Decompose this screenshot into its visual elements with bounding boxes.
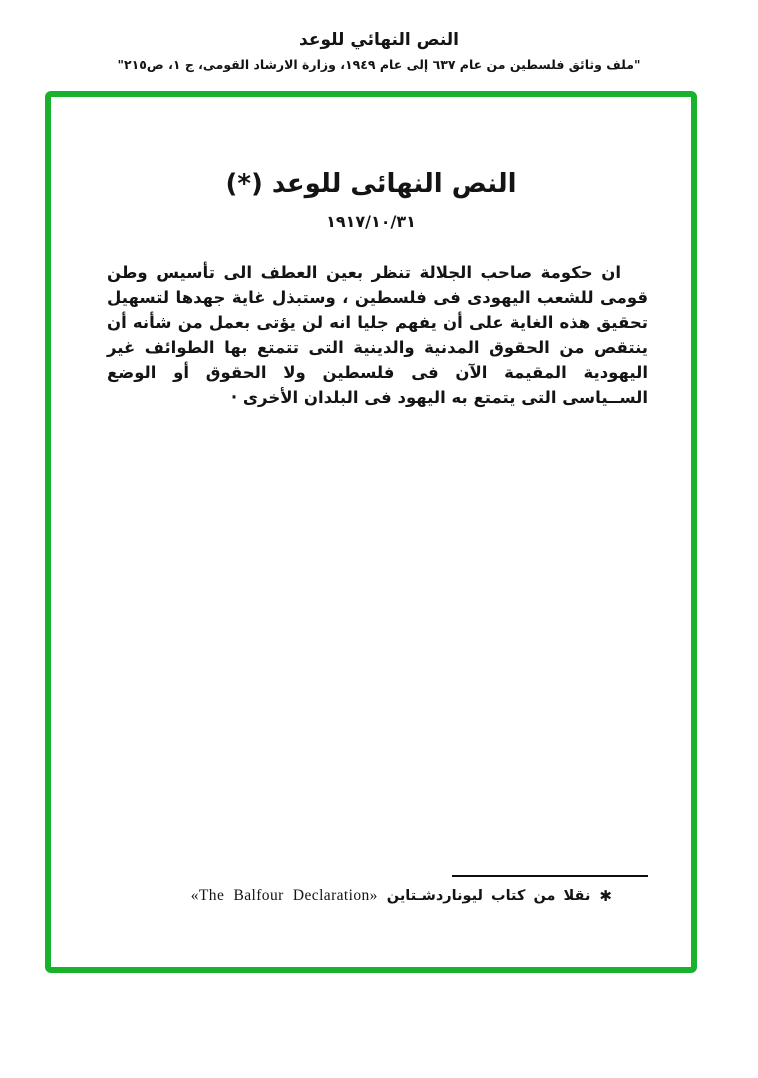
- document-green-frame: [45, 91, 697, 973]
- document-title: النص النهائى للوعد (*): [225, 169, 517, 199]
- footnote-text-english: «The Balfour Declaration»: [190, 887, 378, 904]
- footnote-divider: [452, 875, 648, 877]
- footnote-star-icon: ✱: [599, 886, 612, 905]
- header-source-citation: "ملف وثائق فلسطين من عام ٦٣٧ إلى عام ١٩٤٩، وزارة الارشاد القومى، ج ١، ص٢١٥": [117, 57, 641, 72]
- header-title: النص النهائي للوعد: [299, 30, 459, 50]
- footnote: [191, 887, 612, 905]
- page-header: [0, 30, 758, 72]
- document-date: ١٩١٧/١٠/٣١: [326, 212, 416, 231]
- document-body-paragraph: ان حكومة صاحب الجلالة تنظر بعين العطف الى تأسيس وطن قومى للشعب اليهودى فى فلسطين ، وستبذل غاية جهدها لتسهيل تحقيق هذه الغاية على أن يفهم جليا انه لن يؤتى بعمل من شأنه أن ينتقص من الحقوق المدنية والدينية التى تتمتع بها الطوائف غير اليهودية المقيمة الآن فى فلسطين ولا الحقوق أو الوضع الســياسى التى يتمتع به اليهود فى البلدان الأخرى ·: [107, 263, 648, 407]
- footnote-text-arabic: نقلا من كتاب ليوناردشـتاين: [386, 888, 591, 904]
